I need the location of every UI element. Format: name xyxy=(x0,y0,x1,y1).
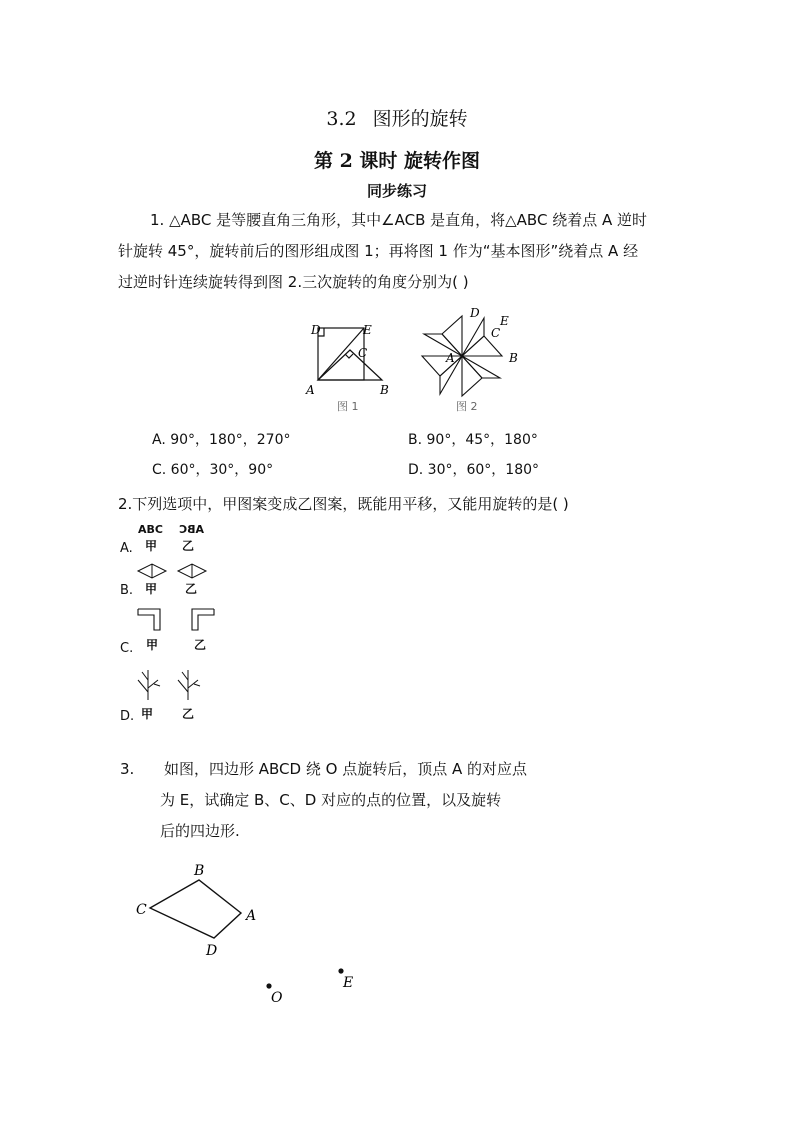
fig1-triangle-abc xyxy=(318,350,382,380)
q2-option-c-figure xyxy=(134,604,224,656)
fig2-caption: 图 2 xyxy=(456,400,478,413)
fig2-label-d: D xyxy=(470,306,480,320)
q3-line-2: 为 E，试确定 B、C、D 对应的点的位置，以及旋转 xyxy=(160,791,502,809)
section-name: 图形的旋转 xyxy=(372,108,468,130)
q3-label-b: B xyxy=(194,863,205,879)
abc-jia: ABC xyxy=(138,523,163,536)
q3-label-o: O xyxy=(271,990,283,1006)
q3-line-3: 后的四边形. xyxy=(160,822,240,840)
q2-option-a-figure xyxy=(134,520,224,556)
q2-option-d[interactable]: D. xyxy=(120,709,135,724)
section-number: 3.2 xyxy=(326,108,357,130)
yi-label: 乙 xyxy=(194,638,207,652)
q1-option-b[interactable]: B. 90°，45°，180° xyxy=(408,432,538,448)
yi-label: 乙 xyxy=(182,539,195,553)
jia-label: 甲 xyxy=(145,539,158,553)
q1-line-1: 1. △ABC 是等腰直角三角形，其中∠ACB 是直角，将△ABC 绕着点 A 逆时 xyxy=(150,211,647,229)
fig1-label-a: A xyxy=(306,383,315,397)
fig1-label-d: D xyxy=(311,323,321,337)
q2-stem: 2.下列选项中，甲图案变成乙图案，既能用平移，又能用旋转的是( ) xyxy=(118,495,569,513)
fig1-label-c: C xyxy=(358,346,368,360)
l-shape-jia xyxy=(138,609,160,630)
pinwheel-blade xyxy=(424,316,462,356)
yi-label: 乙 xyxy=(185,582,198,596)
q3-label-e: E xyxy=(343,975,354,991)
q1-line-2: 针旋转 45°，旋转前后的图形组成图 1；再将图 1 作为“基本图形”绕着点 A 经 xyxy=(118,242,639,260)
q1-option-a[interactable]: A. 90°，180°，270° xyxy=(152,432,291,448)
branch-yi-shape xyxy=(178,670,200,700)
jia-label: 甲 xyxy=(145,582,158,596)
fig2-label-b: B xyxy=(509,351,518,365)
point-o xyxy=(266,983,271,988)
fig1-caption: 图 1 xyxy=(337,400,359,413)
pinwheel-blade xyxy=(422,356,462,394)
yi-label: 乙 xyxy=(182,707,195,721)
q2-option-b-figure xyxy=(134,561,224,599)
q1-option-d[interactable]: D. 30°，60°，180° xyxy=(408,462,540,478)
q2-option-a[interactable]: A. xyxy=(120,541,133,556)
q1-figure-2 xyxy=(412,306,524,418)
q2-option-d-figure xyxy=(132,666,222,724)
q3-figure xyxy=(128,856,368,1012)
q2-option-c[interactable]: C. xyxy=(120,641,134,656)
q3-label-a: A xyxy=(246,908,257,924)
pinwheel-blade xyxy=(462,356,500,396)
q1-figure-1 xyxy=(300,318,400,420)
l-shape-yi xyxy=(192,609,214,630)
quadrilateral-abcd xyxy=(150,880,241,938)
fig1-label-b: B xyxy=(380,383,389,397)
q3-line-1: 如图，四边形 ABCD 绕 O 点旋转后，顶点 A 的对应点 xyxy=(164,760,527,778)
q3-label-d: D xyxy=(206,943,218,959)
fig2-label-a: A xyxy=(446,351,455,365)
q1-option-c[interactable]: C. 60°，30°，90° xyxy=(152,462,274,478)
abc-yi-mirrored: ABC xyxy=(179,523,204,536)
jia-label: 甲 xyxy=(141,707,154,721)
fig2-label-c: C xyxy=(491,326,501,340)
branch-jia-shape xyxy=(138,670,160,700)
section-title xyxy=(0,104,794,131)
point-e xyxy=(338,968,343,973)
practice-label: 同步练习 xyxy=(366,182,427,200)
q1-line-3: 过逆时针连续旋转得到图 2.三次旋转的角度分别为( ) xyxy=(118,273,469,291)
fig1-label-e: E xyxy=(363,323,372,337)
q3-label-c: C xyxy=(136,902,147,918)
fig2-label-e: E xyxy=(500,314,509,328)
jia-label: 甲 xyxy=(146,638,159,652)
fig1-right-angle-c xyxy=(345,354,353,358)
q2-option-b[interactable]: B. xyxy=(120,583,134,598)
q3-number: 3. xyxy=(120,760,135,778)
lesson-title: 第 2 课时 旋转作图 xyxy=(313,150,481,172)
